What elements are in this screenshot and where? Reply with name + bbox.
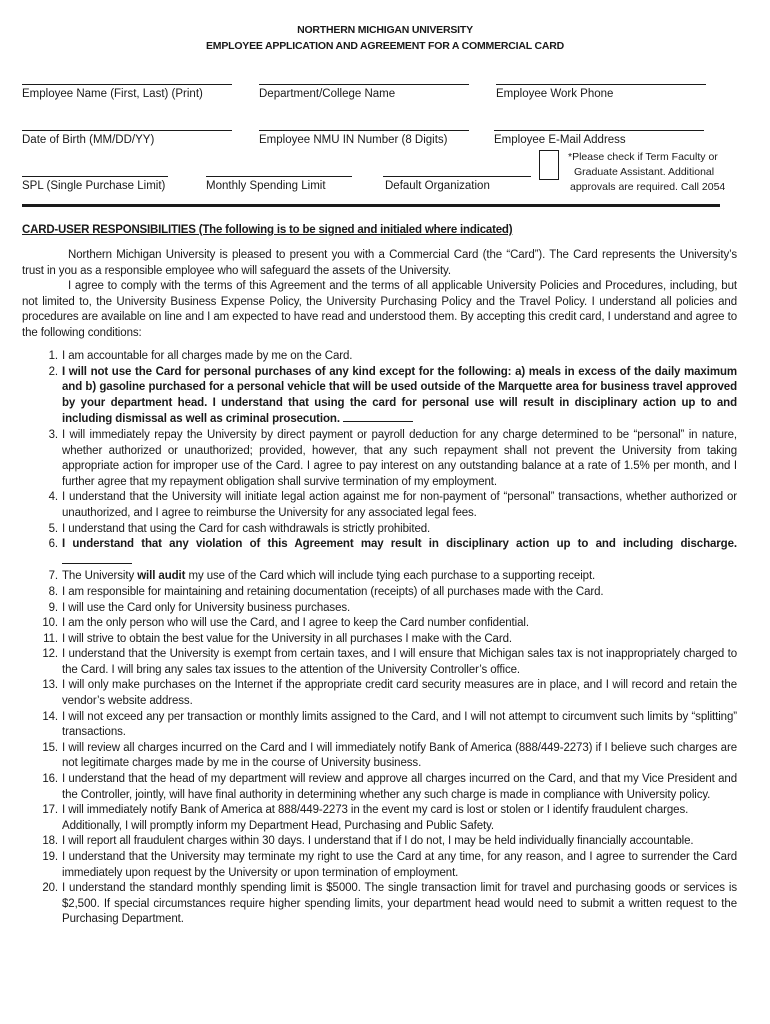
intro-text	[22, 248, 737, 342]
responsibilities-list	[22, 349, 737, 928]
list-item: 19. I understand that the University may terminate my right to use the Card at any time, for any reason, and I agree to surrender the Card immediately upon request by the University or upon termination of employment.	[42, 851, 737, 879]
note-line-1: *Please check if Term Faculty or	[568, 151, 718, 163]
work-phone-label: Employee Work Phone	[496, 88, 614, 100]
default-org-label: Default Organization	[385, 180, 490, 192]
default-org-line[interactable]	[383, 176, 531, 177]
initial-line[interactable]	[62, 553, 132, 564]
initial-line[interactable]	[343, 411, 413, 422]
list-item: 9. I will use the Card only for University business purchases.	[48, 601, 351, 614]
note-line-3: approvals are required. Call 2054	[570, 181, 726, 193]
form-title: EMPLOYEE APPLICATION AND AGREEMENT FOR A COMMERCIAL CARD	[205, 40, 565, 52]
list-item: 15. I will review all charges incurred on the Card and I will immediately notify Bank of America (888/449-2273) if I believe such charges are not legitimate charges made by me in the course of University business.	[42, 741, 737, 770]
term-faculty-checkbox[interactable]	[539, 150, 559, 180]
email-label: Employee E-Mail Address	[494, 134, 626, 146]
list-item: 14. I will not exceed any per transaction or monthly limits assigned to the Card, and I will not attempt to circumvent such limits by “splitting” transactions.	[42, 710, 737, 739]
department-line[interactable]	[259, 84, 469, 85]
list-item: 18. I will report all fraudulent charges within 30 days. I understand that if I do not, I may be held individually financially accountable.	[42, 835, 694, 848]
list-item: 4. I understand that the University will initiate legal action against me for non-payment of “personal” transactions, whether authorized or unauthorized, and I agree to reimburse the University for any associated legal fees.	[48, 491, 737, 519]
list-item: 10. I am the only person who will use the Card, and I agree to keep the Card number confidential.	[42, 617, 529, 630]
list-item: 16. I understand that the head of my department will review and approve all charges incurred on the Card, and that my Vice President and the Controller, jointly, will have final authority in determining whether any such charge is made in compliance with University policy.	[42, 773, 737, 801]
list-item: 3. I will immediately repay the University by direct payment or payroll deduction for any charge determined to be “personal” in nature, whether authorized or unauthorized; provided, however, that any such repayment shall not prevent the University from taking appropriate action for improper use of the Card. I agree to pay interest on any outstanding balance at a rate of 1.5% per month, and I further agree that my repayment obligation shall survive termination of my employment.	[48, 428, 737, 488]
list-item: 20. I understand the standard monthly spending limit is $5000. The single transaction limit for travel and purchasing goods or services is $2,500. If special circumstances require higher spending limits, your department head would need to submit a written request to the Purchasing Department.	[42, 882, 737, 926]
section-title: CARD-USER RESPONSIBILITIES (The following is to be signed and initialed where indicated)	[22, 224, 513, 236]
university-name: NORTHERN MICHIGAN UNIVERSITY	[297, 24, 473, 36]
work-phone-line[interactable]	[496, 84, 706, 85]
nmu-id-label: Employee NMU IN Number (8 Digits)	[259, 134, 448, 146]
monthly-limit-line[interactable]	[206, 176, 352, 177]
list-item: 11. I will strive to obtain the best value for the University in all purchases I make with the Card.	[43, 632, 512, 645]
list-item: 8. I am responsible for maintaining and retaining documentation (receipts) of all purchases made with the Card.	[48, 585, 604, 598]
monthly-limit-label: Monthly Spending Limit	[206, 180, 326, 192]
list-item: 7. The University will audit my use of the Card which will include tying each purchase to a supporting receipt.	[48, 570, 596, 583]
intro-paragraph-1: Northern Michigan University is pleased to present you with a Commercial Card (the “Card”). The Card represents the University’s trust in you as a responsible employee who will safeguard the assets of the University.	[22, 249, 737, 277]
list-item: 5. I understand that using the Card for cash withdrawals is strictly prohibited.	[48, 522, 431, 535]
employee-name-label: Employee Name (First, Last) (Print)	[22, 88, 203, 100]
list-item-addendum: Additionally, I will promptly inform my Department Head, Purchasing and Public Safety.	[62, 819, 495, 832]
list-item: 6. I understand that any violation of this Agreement may result in disciplinary action up to and including discharge.	[22, 537, 737, 569]
list-item: 13. I will only make purchases on the Internet if the appropriate credit card security measures are in place, and I will record and retain the vendor’s website address.	[42, 679, 737, 708]
section-divider	[22, 204, 720, 207]
employee-name-line[interactable]	[22, 84, 232, 85]
list-item: 17. I will immediately notify Bank of America at 888/449-2273 in the event my card is lost or stolen or I identify fraudulent charges. Additionally, I will promptly inform my Department Head, Purchasing and Public Safety.	[22, 803, 737, 834]
spl-line[interactable]	[22, 176, 168, 177]
nmu-id-line[interactable]	[259, 130, 469, 131]
department-label: Department/College Name	[259, 88, 396, 100]
spl-label: SPL (Single Purchase Limit)	[22, 180, 166, 192]
dob-label: Date of Birth (MM/DD/YY)	[22, 134, 155, 146]
list-item: 2. I will not use the Card for personal purchases of any kind except for the following: a) meals in excess of the daily maximum and b) gasoline purchased for a personal vehicle that will be used outside of the Marquette area for business travel approved by your department head. I understand that using the card for personal use will result in disciplinary action up to and including dismissal as well as criminal prosecution.	[48, 365, 737, 426]
list-item: 12. I understand that the University is exempt from certain taxes, and I will ensure that Michigan sales tax is not inappropriately charged to the Card. I will bring any sales tax issues to the attention of the University Controller’s office.	[42, 648, 737, 676]
list-item: 1. I am accountable for all charges made by me on the Card.	[48, 350, 353, 362]
dob-line[interactable]	[22, 130, 232, 131]
intro-paragraph-2: I agree to comply with the terms of this Agreement and the terms of all applicable University Policies and Procedures, including, but not limited to, the University Business Expense Policy, the University Purchasing Policy and the Travel Policy. I understand all policies and procedures are available on line and I am expected to have read and understood them. By accepting this credit card, I understand and agree to the following conditions:	[22, 280, 737, 339]
term-faculty-note	[568, 150, 738, 195]
note-line-2: Graduate Assistant. Additional	[574, 166, 715, 178]
email-line[interactable]	[494, 130, 704, 131]
